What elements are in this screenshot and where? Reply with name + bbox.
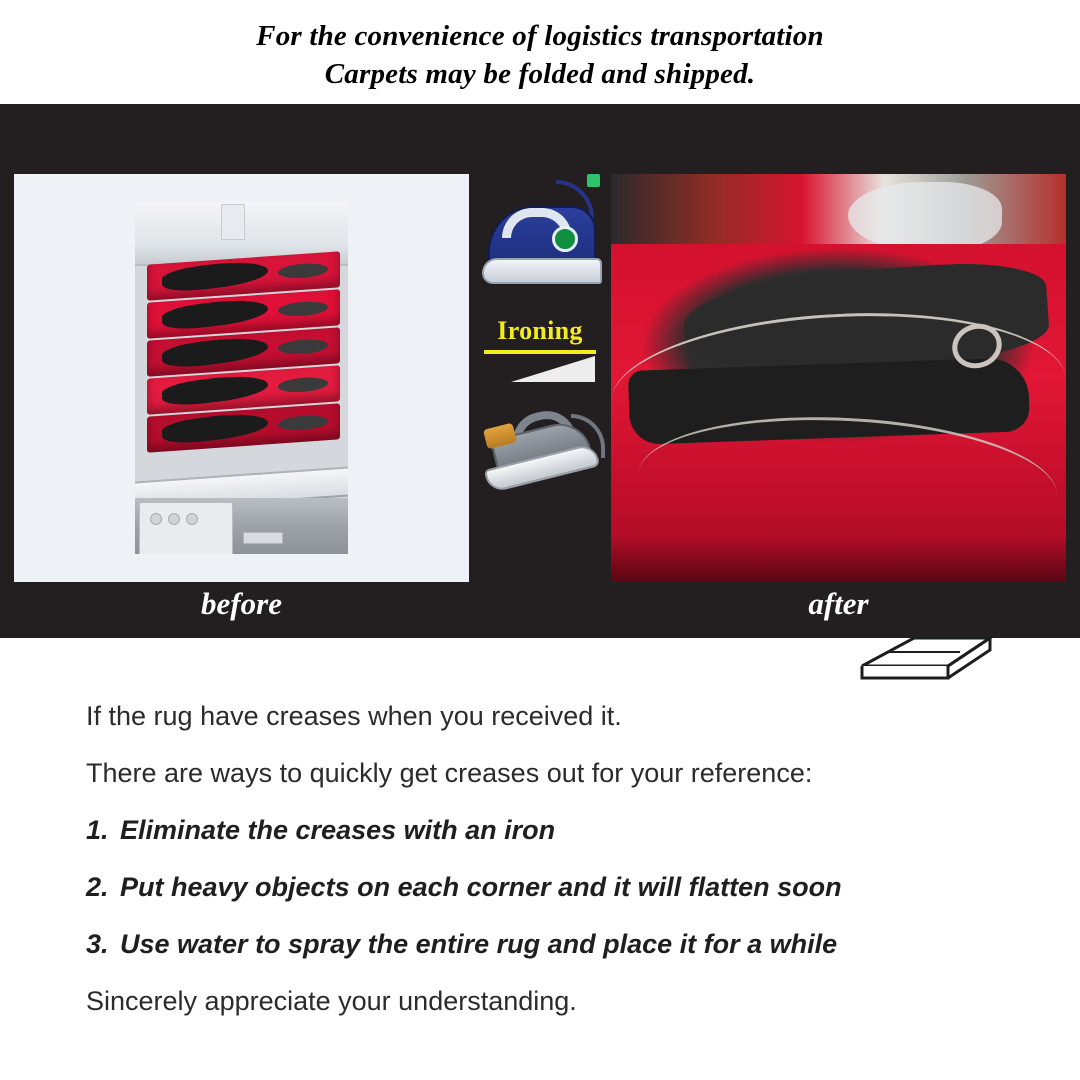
knob-icon: [150, 513, 162, 525]
before-caption: before: [201, 586, 282, 621]
shelf-tab: [221, 204, 245, 240]
instructions-closing: Sincerely appreciate your understanding.: [86, 986, 577, 1016]
iron-dial: [552, 226, 578, 252]
step-text: Use water to spray the entire rug and place it for a while: [120, 929, 838, 959]
iron-soleplate: [482, 258, 602, 284]
gray-iron-icon: [475, 400, 605, 500]
instructions-intro-1: If the rug have creases when you received it.: [86, 701, 622, 731]
appliance: [139, 502, 233, 554]
rug-shadow: [611, 536, 1066, 582]
blue-iron-icon: [480, 196, 600, 306]
header: [0, 0, 1080, 104]
before-photo: [135, 202, 348, 554]
arrow-icon: [511, 356, 595, 382]
step-number: 3.: [86, 929, 109, 959]
ironing-underline: [484, 350, 596, 354]
folded-rug-stack: [147, 251, 340, 474]
instruction-step-3: [86, 916, 1004, 973]
header-line-1: For the convenience of logistics transportation: [256, 20, 824, 52]
ironing-center-column: [460, 174, 620, 584]
comparison-band: [0, 104, 1080, 638]
step-number: 1.: [86, 815, 109, 845]
step-number: 2.: [86, 872, 109, 902]
instruction-step-2: [86, 859, 1004, 916]
after-caption: after: [808, 586, 869, 621]
instructions-intro-2: There are ways to quickly get creases out for your reference:: [86, 758, 813, 788]
header-line-2: Carpets may be folded and shipped.: [324, 58, 756, 90]
step-text: Eliminate the creases with an iron: [120, 815, 556, 845]
instructions-block: [0, 662, 1080, 1030]
after-panel: [611, 174, 1066, 582]
knob-icon: [186, 513, 198, 525]
appliance-label: [243, 532, 283, 544]
after-photo: [611, 174, 1066, 582]
step-text: Put heavy objects on each corner and it will flatten soon: [120, 872, 842, 902]
before-panel: [14, 174, 469, 582]
instruction-step-1: [86, 802, 1004, 859]
ironing-label: Ironing: [497, 316, 583, 345]
knob-icon: [168, 513, 180, 525]
plug-icon: [587, 174, 600, 187]
